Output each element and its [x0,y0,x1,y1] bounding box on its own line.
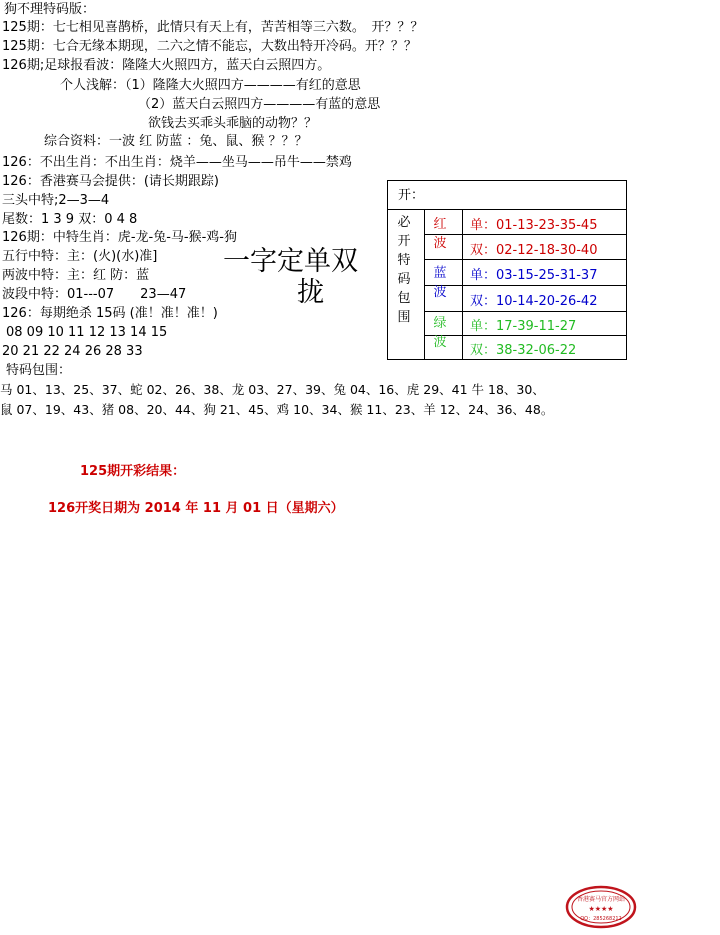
page-title: 狗不理特码版： [4,2,96,17]
svg-text:QQ：285268212: QQ：285268212 [580,916,622,922]
text-line-17: 08 09 10 11 12 13 14 15 [6,325,168,340]
text-line-8: 126：不出生肖：不出生肖：烧羊——坐马——吊牛——禁鸡 [2,155,352,170]
draw-date: 126开奖日期为 2014 年 11 月 01 日（星期六） [48,501,344,516]
blue-single-row: 单：03-15-25-31-37 [470,268,598,283]
side-label: 必 开 特 码 包 围 [397,215,411,325]
text-line-11: 尾数：1 3 9 双：0 4 8 [2,212,138,227]
red-wave-label: 红 波 [433,217,447,251]
text-line-14: 两波中特：主：红 防：蓝 [2,268,150,283]
green-double-row: 双：38-32-06-22 [470,343,577,358]
green-wave-label: 绿 波 [433,316,447,350]
text-line-21: 鼠 07、19、43、猪 08、20、44、狗 21、45、鸡 10、34、猴 11、23、羊 12、24、36、48。 [0,402,554,417]
big-heading-2: 拢 [297,277,324,308]
green-single-row: 单：17-39-11-27 [470,319,577,334]
text-line-19: 特码包围： [6,363,72,378]
svg-text:★★★★: ★★★★ [588,905,614,913]
stamp-logo [565,885,637,929]
text-line-5: （2）蓝天白云照四方————有蓝的意思 [138,97,381,112]
big-heading: 一字定单双 [223,246,358,277]
red-double-row: 双：02-12-18-30-40 [470,243,598,258]
svg-text:香港赛马官方网站: 香港赛马官方网站 [576,896,626,903]
text-line-10: 三头中特;2—3—4 [2,193,110,208]
text-line-7: 综合资料：一波 红 防蓝 ：兔、鼠、猴 ？？？ [44,134,308,149]
text-line-6: 欲钱去买乖头乖脑的动物？？ [148,116,318,131]
text-line-15: 波段中特：01---07 23—47 [2,287,187,302]
text-line-13: 五行中特：主：(火)(水)准] [2,249,158,264]
number-box [387,180,627,360]
text-line-3: 126期;足球报看波：隆隆大火照四方，蓝天白云照四方。 [2,58,331,73]
text-line-18: 20 21 22 24 26 28 33 [2,344,143,359]
text-line-2: 125期：七合无缘本期现，二六之情不能忘，大数出特开冷码。开？？？ [2,39,417,54]
text-line-1: 125期：七七相见喜鹊桥，此情只有天上有，苦苦相等三六数。 开？？？ [2,20,424,35]
box-header: 开： [398,188,425,203]
text-line-9: 126：香港赛马会提供：(请长期跟踪) [2,174,219,189]
text-line-20: 马 01、13、25、37、蛇 02、26、38、龙 03、27、39、兔 04、16、虎 29、41 牛 18、30、 [0,382,545,397]
text-line-16: 126：每期绝杀 15码 (准！准！准！) [2,306,218,321]
blue-wave-label: 蓝 波 [433,266,447,300]
red-single-row: 单：01-13-23-35-45 [470,218,598,233]
text-line-4: 个人浅解：（1）隆隆大火照四方————有红的意思 [60,78,361,93]
text-line-12: 126期：中特生肖：虎-龙-兔-马-猴-鸡-狗 [2,230,237,245]
blue-double-row: 双：10-14-20-26-42 [470,294,598,309]
result-title: 125期开彩结果： [80,464,186,479]
